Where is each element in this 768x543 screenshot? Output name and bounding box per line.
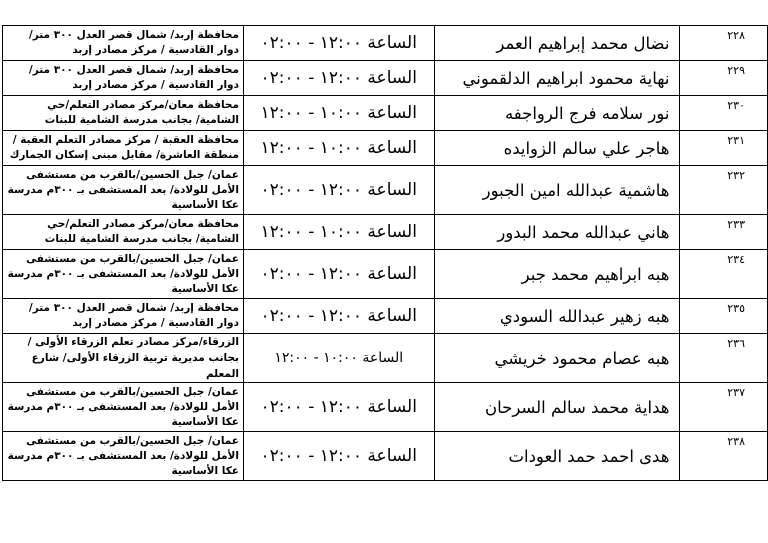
table-row xyxy=(3,166,768,215)
name-cell: نور سلامه فرج الرواجفه xyxy=(434,96,680,131)
number-cell: ٢٣١ xyxy=(680,131,768,166)
name-cell: هبه عصام محمود خريشي xyxy=(434,334,680,383)
table-row xyxy=(3,61,768,96)
number-cell: ٢٣٨ xyxy=(680,432,768,481)
location-cell: محافظة معان/مركز مصادر التعلم/حي الشامية/ بجانب مدرسة الشامية للبنات xyxy=(3,96,244,131)
number-cell: ٢٣٧ xyxy=(680,383,768,432)
table-row xyxy=(3,383,768,432)
time-cell: الساعة ١٢:٠٠ - ٠٢:٠٠ xyxy=(243,432,434,481)
location-cell: محافظة معان/مركز مصادر التعلم/حي الشامية/ بجانب مدرسة الشامية للبنات xyxy=(3,215,244,250)
time-cell: الساعة ١٠:٠٠ - ١٢:٠٠ xyxy=(243,131,434,166)
time-cell: الساعة ١٢:٠٠ - ٠٢:٠٠ xyxy=(243,26,434,61)
table-row xyxy=(3,334,768,383)
table-row xyxy=(3,215,768,250)
number-cell: ٢٣٦ xyxy=(680,334,768,383)
number-cell: ٢٣٣ xyxy=(680,215,768,250)
name-cell: نضال محمد إبراهيم العمر xyxy=(434,26,680,61)
location-cell: عمان/ جبل الحسين/بالقرب من مستشفى الأمل للولادة/ بعد المستشفى بـ ٣٠٠م مدرسة عكا الأساسية xyxy=(3,166,244,215)
schedule-table xyxy=(2,25,768,481)
location-cell: عمان/ جبل الحسين/بالقرب من مستشفى الأمل للولادة/ بعد المستشفى بـ ٣٠٠م مدرسة عكا الأساسية xyxy=(3,432,244,481)
table-row xyxy=(3,299,768,334)
table-row xyxy=(3,96,768,131)
location-cell: محافظة إربد/ شمال قصر العدل ٣٠٠ متر/ دوار القادسية / مركز مصادر إربد xyxy=(3,299,244,334)
table-row xyxy=(3,26,768,61)
location-cell: محافظة إربد/ شمال قصر العدل ٣٠٠ متر/ دوار القادسية / مركز مصادر إربد xyxy=(3,61,244,96)
name-cell: نهاية محمود ابراهيم الدلقموني xyxy=(434,61,680,96)
time-cell: الساعة ١٢:٠٠ - ٠٢:٠٠ xyxy=(243,166,434,215)
time-cell: الساعة ١٢:٠٠ - ٠٢:٠٠ xyxy=(243,383,434,432)
number-cell: ٢٢٩ xyxy=(680,61,768,96)
time-cell: الساعة ١٠:٠٠ - ١٢:٠٠ xyxy=(243,96,434,131)
number-cell: ٢٣٠ xyxy=(680,96,768,131)
time-cell: الساعة ١٢:٠٠ - ٠٢:٠٠ xyxy=(243,299,434,334)
number-cell: ٢٢٨ xyxy=(680,26,768,61)
name-cell: هبه زهير عبدالله السودي xyxy=(434,299,680,334)
location-cell: الزرقاء/مركز مصادر تعلم الزرقاء الأولى /بجانب مديرية تربية الزرقاء الأولى/ شارع المعلم xyxy=(3,334,244,383)
table-row xyxy=(3,250,768,299)
location-cell: محافظة العقبة / مركز مصادر التعلم العقبة / منطقة العاشرة/ مقابل مبنى إسكان الجمارك xyxy=(3,131,244,166)
number-cell: ٢٣٥ xyxy=(680,299,768,334)
name-cell: هدى احمد حمد العودات xyxy=(434,432,680,481)
schedule-rows xyxy=(3,26,768,481)
time-cell: الساعة ١٢:٠٠ - ٠٢:٠٠ xyxy=(243,250,434,299)
number-cell: ٢٣٢ xyxy=(680,166,768,215)
location-cell: عمان/ جبل الحسين/بالقرب من مستشفى الأمل للولادة/ بعد المستشفى بـ ٣٠٠م مدرسة عكا الأساسية xyxy=(3,250,244,299)
table-row xyxy=(3,131,768,166)
number-cell: ٢٣٤ xyxy=(680,250,768,299)
location-cell: عمان/ جبل الحسين/بالقرب من مستشفى الأمل للولادة/ بعد المستشفى بـ ٣٠٠م مدرسة عكا الأساسية xyxy=(3,383,244,432)
time-cell: الساعة ١٠:٠٠ - ١٢:٠٠ xyxy=(243,215,434,250)
location-cell: محافظة إربد/ شمال قصر العدل ٣٠٠ متر/ دوار القادسية / مركز مصادر إربد xyxy=(3,26,244,61)
time-cell: الساعة ١٠:٠٠ - ١٢:٠٠ xyxy=(243,334,434,383)
name-cell: هبه ابراهيم محمد جبر xyxy=(434,250,680,299)
name-cell: هاني عبدالله محمد البدور xyxy=(434,215,680,250)
name-cell: هاشمية عبدالله امين الجبور xyxy=(434,166,680,215)
time-cell: الساعة ١٢:٠٠ - ٠٢:٠٠ xyxy=(243,61,434,96)
table-row xyxy=(3,432,768,481)
name-cell: هاجر علي سالم الزوايده xyxy=(434,131,680,166)
name-cell: هداية محمد سالم السرحان xyxy=(434,383,680,432)
